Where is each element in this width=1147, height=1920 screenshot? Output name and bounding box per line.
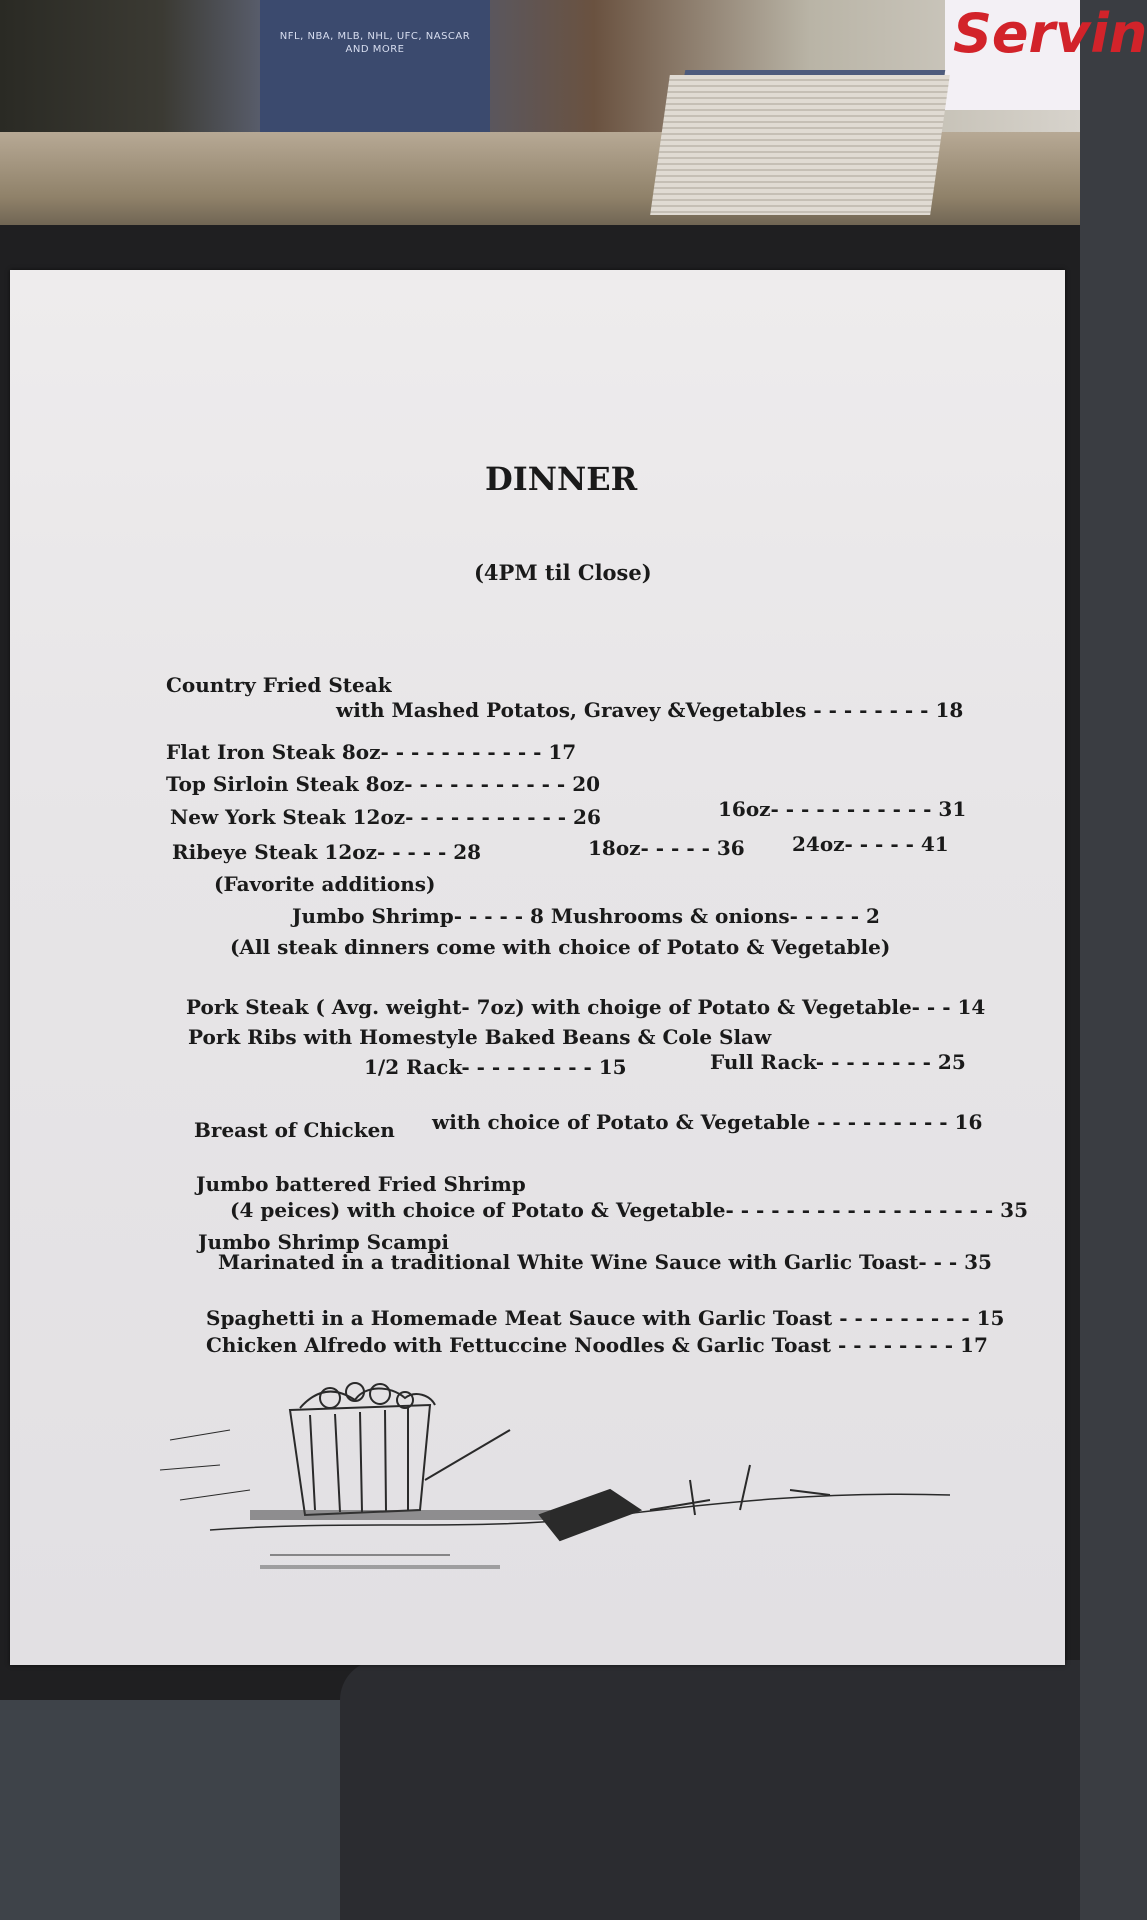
menu-line: Flat Iron Steak 8oz- - - - - - - - - - - 17 xyxy=(166,740,577,764)
menu-line: Breast of Chicken xyxy=(194,1118,395,1142)
basket-sketch-icon xyxy=(150,1370,970,1600)
menu-line: Top Sirloin Steak 8oz- - - - - - - - - - - 20 xyxy=(166,772,601,796)
menu-line: Ribeye Steak 12oz- - - - - 28 xyxy=(172,840,482,864)
menu-line: with Mashed Potatos, Gravey &Vegetables - - - - - - - - 18 xyxy=(336,698,964,722)
menu-line: 18oz- - - - - 36 xyxy=(588,836,745,860)
menu-line: Jumbo Shrimp Scampi xyxy=(198,1230,450,1254)
menu-line: New York Steak 12oz- - - - - - - - - - - 26 xyxy=(170,805,601,829)
menu-line: 1/2 Rack- - - - - - - - - 15 xyxy=(364,1055,627,1079)
menu-line: Chicken Alfredo with Fettuccine Noodles & Garlic Toast - - - - - - - - 17 xyxy=(206,1333,988,1357)
menu-line: (4 peices) with choice of Potato & Vegetable- - - - - - - - - - - - - - - - - - 35 xyxy=(230,1198,1029,1222)
menu-line: 16oz- - - - - - - - - - - 31 xyxy=(718,797,967,821)
menu-line: Spaghetti in a Homemade Meat Sauce with Garlic Toast - - - - - - - - - 15 xyxy=(206,1306,1005,1330)
menu-line: Full Rack- - - - - - - - 25 xyxy=(710,1050,966,1074)
menu-line: (Favorite additions) xyxy=(214,872,436,896)
menu-hours: (4PM til Close) xyxy=(474,560,652,585)
menu-line: Jumbo battered Fried Shrimp xyxy=(196,1172,526,1196)
menu-line: Jumbo Shrimp- - - - - 8 Mushrooms & onions- - - - - 2 xyxy=(292,904,880,928)
menu-title: DINNER xyxy=(485,460,638,498)
menu-line: Pork Steak ( Avg. weight- 7oz) with choige of Potato & Vegetable- - - 14 xyxy=(186,995,986,1019)
menu-line: with choice of Potato & Vegetable - - - - - - - - - 16 xyxy=(432,1110,983,1134)
sign-text: Servin xyxy=(953,2,1147,65)
menu-line: (All steak dinners come with choice of Potato & Vegetable) xyxy=(230,935,891,959)
menu-line: Marinated in a traditional White Wine Sauce with Garlic Toast- - - 35 xyxy=(218,1250,992,1274)
menu-line: 24oz- - - - - 41 xyxy=(792,832,949,856)
menu-line: Country Fried Steak xyxy=(166,673,392,697)
poster-text: NFL, NBA, MLB, NHL, UFC, NASCAR AND MORE xyxy=(279,31,471,55)
menu-line: Pork Ribs with Homestyle Baked Beans & Cole Slaw xyxy=(188,1025,772,1049)
